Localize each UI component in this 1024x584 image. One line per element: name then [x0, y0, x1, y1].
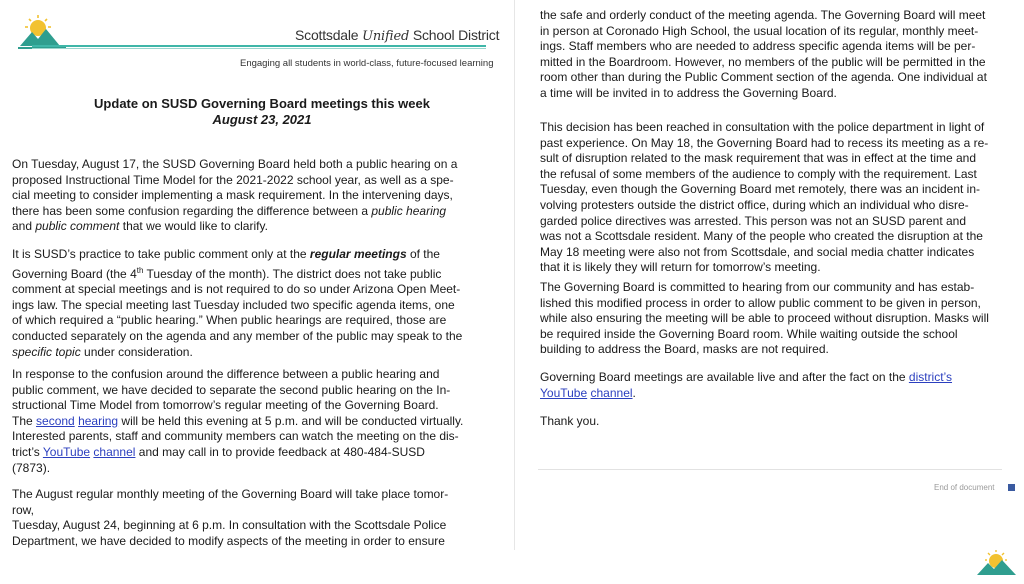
text-line: the safe and orderly conduct of the meeting agenda. The Governing Board will meet — [540, 8, 986, 22]
text-line: that it is likely they will return for tomorrow’s meeting. — [540, 260, 821, 275]
text-line — [540, 370, 1002, 386]
text-line: row, — [12, 502, 35, 517]
left-column — [12, 0, 512, 584]
closing-line: Thank you. — [540, 414, 600, 428]
left-paragraph-3 — [12, 367, 492, 476]
text-line — [12, 414, 492, 430]
text-run: there has been some confusion regarding the difference between a — [12, 203, 372, 218]
text-line: On Tuesday, August 17, the SUSD Governing Board held both a public hearing on a — [12, 157, 458, 171]
right-paragraph-5 — [540, 414, 1002, 430]
text-line: The August regular monthly meeting of the Governing Board will take place tomor- — [12, 487, 449, 501]
text-run: trict’s — [12, 444, 43, 459]
text-line: of which required a “public hearing.” When public hearings are required, those are — [12, 313, 447, 328]
left-paragraph-4 — [12, 487, 492, 549]
text-line — [540, 386, 1002, 402]
text-run: and — [12, 219, 36, 234]
district-name — [295, 28, 499, 45]
text-line: The Governing Board is committed to hearing from our community and has estab- — [540, 280, 975, 294]
youtube-link[interactable]: YouTube — [42, 444, 91, 459]
right-paragraph-3 — [540, 280, 1002, 358]
tagline: Engaging all students in world-class, future-focused learning — [240, 58, 494, 69]
text-line: public comment, we have decided to separate the second public hearing on the In- — [12, 382, 451, 397]
channel-link[interactable]: channel — [590, 385, 633, 400]
text-run: Governing Board meetings are available live and after the fact on the — [540, 370, 909, 384]
text-line: ings. Staff members who are needed to address specific agenda items will be per- — [540, 39, 976, 54]
text-run: of the — [406, 247, 440, 261]
text-line: the refusal of some members of the audience to comply with the requirement. Last — [540, 166, 977, 181]
text-line — [12, 219, 492, 235]
text-run: that we would like to clarify. — [119, 219, 268, 234]
text-line: past experience. On May 18, the Governing Board had to recess its meeting as a re- — [540, 135, 989, 150]
text-line — [12, 204, 492, 220]
text-line: ings law. The special meeting last Tuesday included two specific agenda items, one — [12, 297, 455, 312]
text-line: conducted separately on the agenda and any member of the public may speak to the — [12, 328, 463, 343]
text-run: will be held this evening at 5 p.m. and will be conducted virtually. — [118, 413, 464, 428]
text-line — [12, 263, 492, 283]
youtube-link[interactable]: YouTube — [540, 385, 588, 400]
text-run: The — [12, 413, 37, 428]
header-rule-secondary — [32, 48, 486, 49]
text-line: cial meeting to consider implementing a mask requirement. In the intervening days, — [12, 188, 453, 203]
text-line: structional Time Model from tomorrow’s regular meeting of the Governing Board. — [12, 398, 439, 413]
text-line — [12, 247, 492, 263]
text-line: This decision has been reached in consultation with the police department in light of — [540, 120, 985, 134]
header-rule — [32, 45, 486, 47]
superscript: th — [136, 265, 144, 275]
text-run: It is SUSD’s practice to take public comment only at the — [12, 247, 310, 261]
emphasis-public-hearing: public hearing — [371, 203, 447, 218]
hearing-link[interactable]: hearing — [78, 413, 119, 428]
district-name-suffix: School District — [409, 27, 500, 43]
text-line: (7873). — [12, 460, 51, 475]
corner-logo-icon — [974, 548, 1020, 578]
text-line: Interested parents, staff and community members can watch the meeting on the dis- — [12, 429, 459, 444]
emphasis-public-comment: public comment — [35, 219, 120, 234]
right-paragraph-4 — [540, 370, 1002, 401]
text-line: In response to the confusion around the difference between a public hearing and — [12, 367, 440, 381]
text-line: Tuesday, August 24, beginning at 6 p.m. In consultation with the Scottsdale Police — [12, 518, 447, 533]
emphasis-specific-topic: specific topic — [12, 344, 81, 359]
text-line — [12, 445, 492, 461]
column-divider — [514, 0, 515, 550]
text-line: May 18 meeting were also not from Scottsdale, and social media chatter indicates — [540, 244, 975, 259]
text-line: comment at special meetings and is not required to do so under Arizona Open Meet- — [12, 282, 461, 297]
text-line: lished this modified process in order to allow public comment to be given in person, — [540, 295, 981, 310]
text-run: . — [632, 385, 636, 400]
document-title: Update on SUSD Governing Board meetings this week — [94, 96, 430, 111]
text-run: under consideration. — [80, 344, 193, 359]
document-date: August 23, 2021 — [212, 112, 312, 127]
text-run: Tuesday of the month). The district does not take public — [143, 266, 442, 281]
text-line: be required inside the Governing Board room. While waiting outside the school — [540, 326, 958, 341]
end-of-document-rule — [538, 469, 1002, 470]
text-line: Department, we have decided to modify aspects of the meeting in order to ensure — [12, 533, 445, 548]
text-line: building to address the Board, masks are not required. — [540, 342, 829, 357]
text-line — [12, 345, 492, 361]
left-paragraph-2 — [12, 247, 492, 360]
text-line: was not a Scottsdale resident. Many of the people who created the disruption at the — [540, 229, 983, 244]
text-line: while also ensuring the meeting will be able to proceed without disruption. Masks will — [540, 311, 989, 326]
end-marker-icon — [1008, 484, 1015, 491]
text-line: volving protesters outside the district office, during which an individual who disre- — [540, 197, 969, 212]
text-line: a time will be invited in to address the Governing Board. — [540, 85, 837, 100]
district-name-unified: Unified — [362, 29, 410, 44]
right-paragraph-2 — [540, 120, 1002, 276]
text-line: in person at Coronado High School, the usual location of its regular, monthly meet- — [540, 23, 979, 38]
text-line: garded police directives was arrested. This person was not an SUSD parent and — [540, 213, 967, 228]
text-line: room other than during the Public Comment section of the agenda. One individual at — [540, 70, 987, 85]
text-line: sult of disruption related to the mask requirement that was in effect at the time and — [540, 151, 977, 166]
district-link[interactable]: district’s — [908, 370, 953, 384]
end-of-document-label: End of document — [934, 483, 995, 492]
emphasis-regular-meetings: regular meetings — [309, 247, 407, 261]
text-run: Governing Board (the 4 — [12, 266, 137, 281]
right-paragraph-1 — [540, 8, 1002, 102]
text-line: proposed Instructional Time Model for the 2021-2022 school year, as well as a spe- — [12, 172, 454, 187]
text-line: mitted in the Boardroom. However, no members of the public will be permitted in the — [540, 54, 986, 69]
text-run: and may call in to provide feedback at 480-484-SUSD — [135, 444, 425, 459]
left-paragraph-1 — [12, 157, 492, 235]
second-hearing-link[interactable]: second — [36, 413, 75, 428]
text-line: Tuesday, even though the Governing Board met remotely, there was an incident in- — [540, 182, 981, 197]
channel-link[interactable]: channel — [93, 444, 136, 459]
district-name-prefix: Scottsdale — [295, 27, 363, 43]
